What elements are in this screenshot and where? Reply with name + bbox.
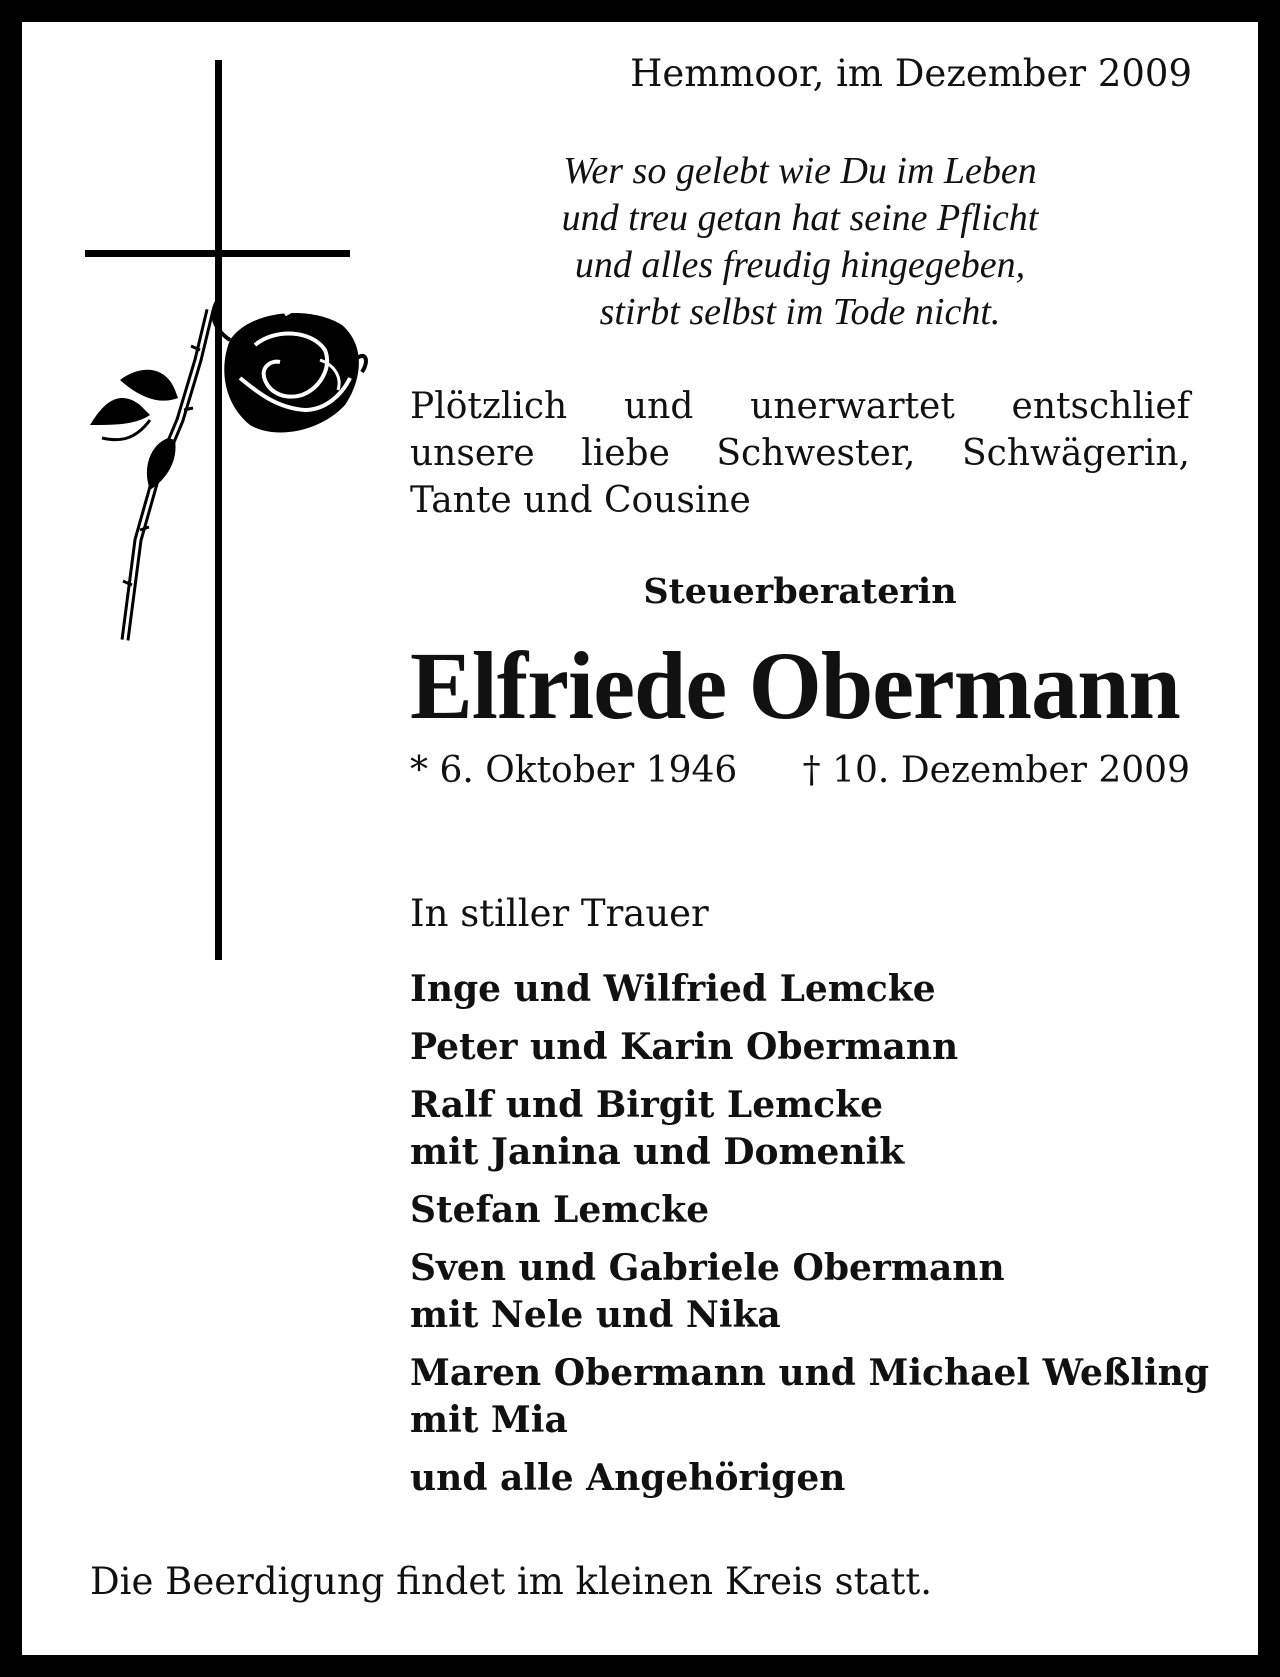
death-date: † 10. Dezember 2009 [802,750,1190,791]
mourner-group [410,1082,1209,1176]
funeral-note: Die Beerdigung findet im kleinen Kreis statt. [90,1560,933,1603]
mourners-list [410,966,1209,1513]
mourner-line: mit Nele und Nika [410,1294,781,1336]
mourner-line: mit Janina und Domenik [410,1131,905,1173]
intro-line: Plötzlich und unerwartet entschlief [410,386,1190,427]
place-date: Hemmoor, im Dezember 2009 [630,52,1192,95]
mourner-group [410,1245,1209,1339]
poem-line: stirbt selbst im Tode nicht. [599,291,1001,333]
poem-line: und treu getan hat seine Pflicht [561,197,1039,239]
mourner-line: Inge und Wilfried Lemcke [410,968,936,1010]
mourning-line: In stiller Trauer [410,892,709,935]
mourner-group [410,1187,1209,1234]
mourner-line: Sven und Gabriele Obermann [410,1247,1005,1289]
intro-line: Tante und Cousine [410,480,751,521]
mourner-line: mit Mia [410,1399,568,1441]
mourner-line: Peter und Karin Obermann [410,1026,959,1068]
mourner-line: Stefan Lemcke [410,1189,710,1231]
intro-text [410,383,1190,524]
mourner-group [410,966,1209,1013]
poem [480,148,1120,336]
profession: Steuerberaterin [643,571,957,612]
mourner-line: Maren Obermann und Michael Weßling [410,1352,1210,1394]
mourner-group [410,1455,1209,1502]
mourner-group [410,1024,1209,1071]
mourner-group [410,1350,1209,1444]
deceased-name: Elfriede Obermann [410,632,1180,739]
poem-line: und alles freudig hingegeben, [574,244,1026,286]
poem-line: Wer so gelebt wie Du im Leben [563,150,1037,192]
intro-line: unsere liebe Schwester, Schwägerin, [410,433,1190,474]
birth-date: * 6. Oktober 1946 [410,750,738,791]
mourner-line: und alle Angehörigen [410,1457,846,1499]
cross-with-rose-icon [80,60,400,960]
mourner-line: Ralf und Birgit Lemcke [410,1084,883,1126]
